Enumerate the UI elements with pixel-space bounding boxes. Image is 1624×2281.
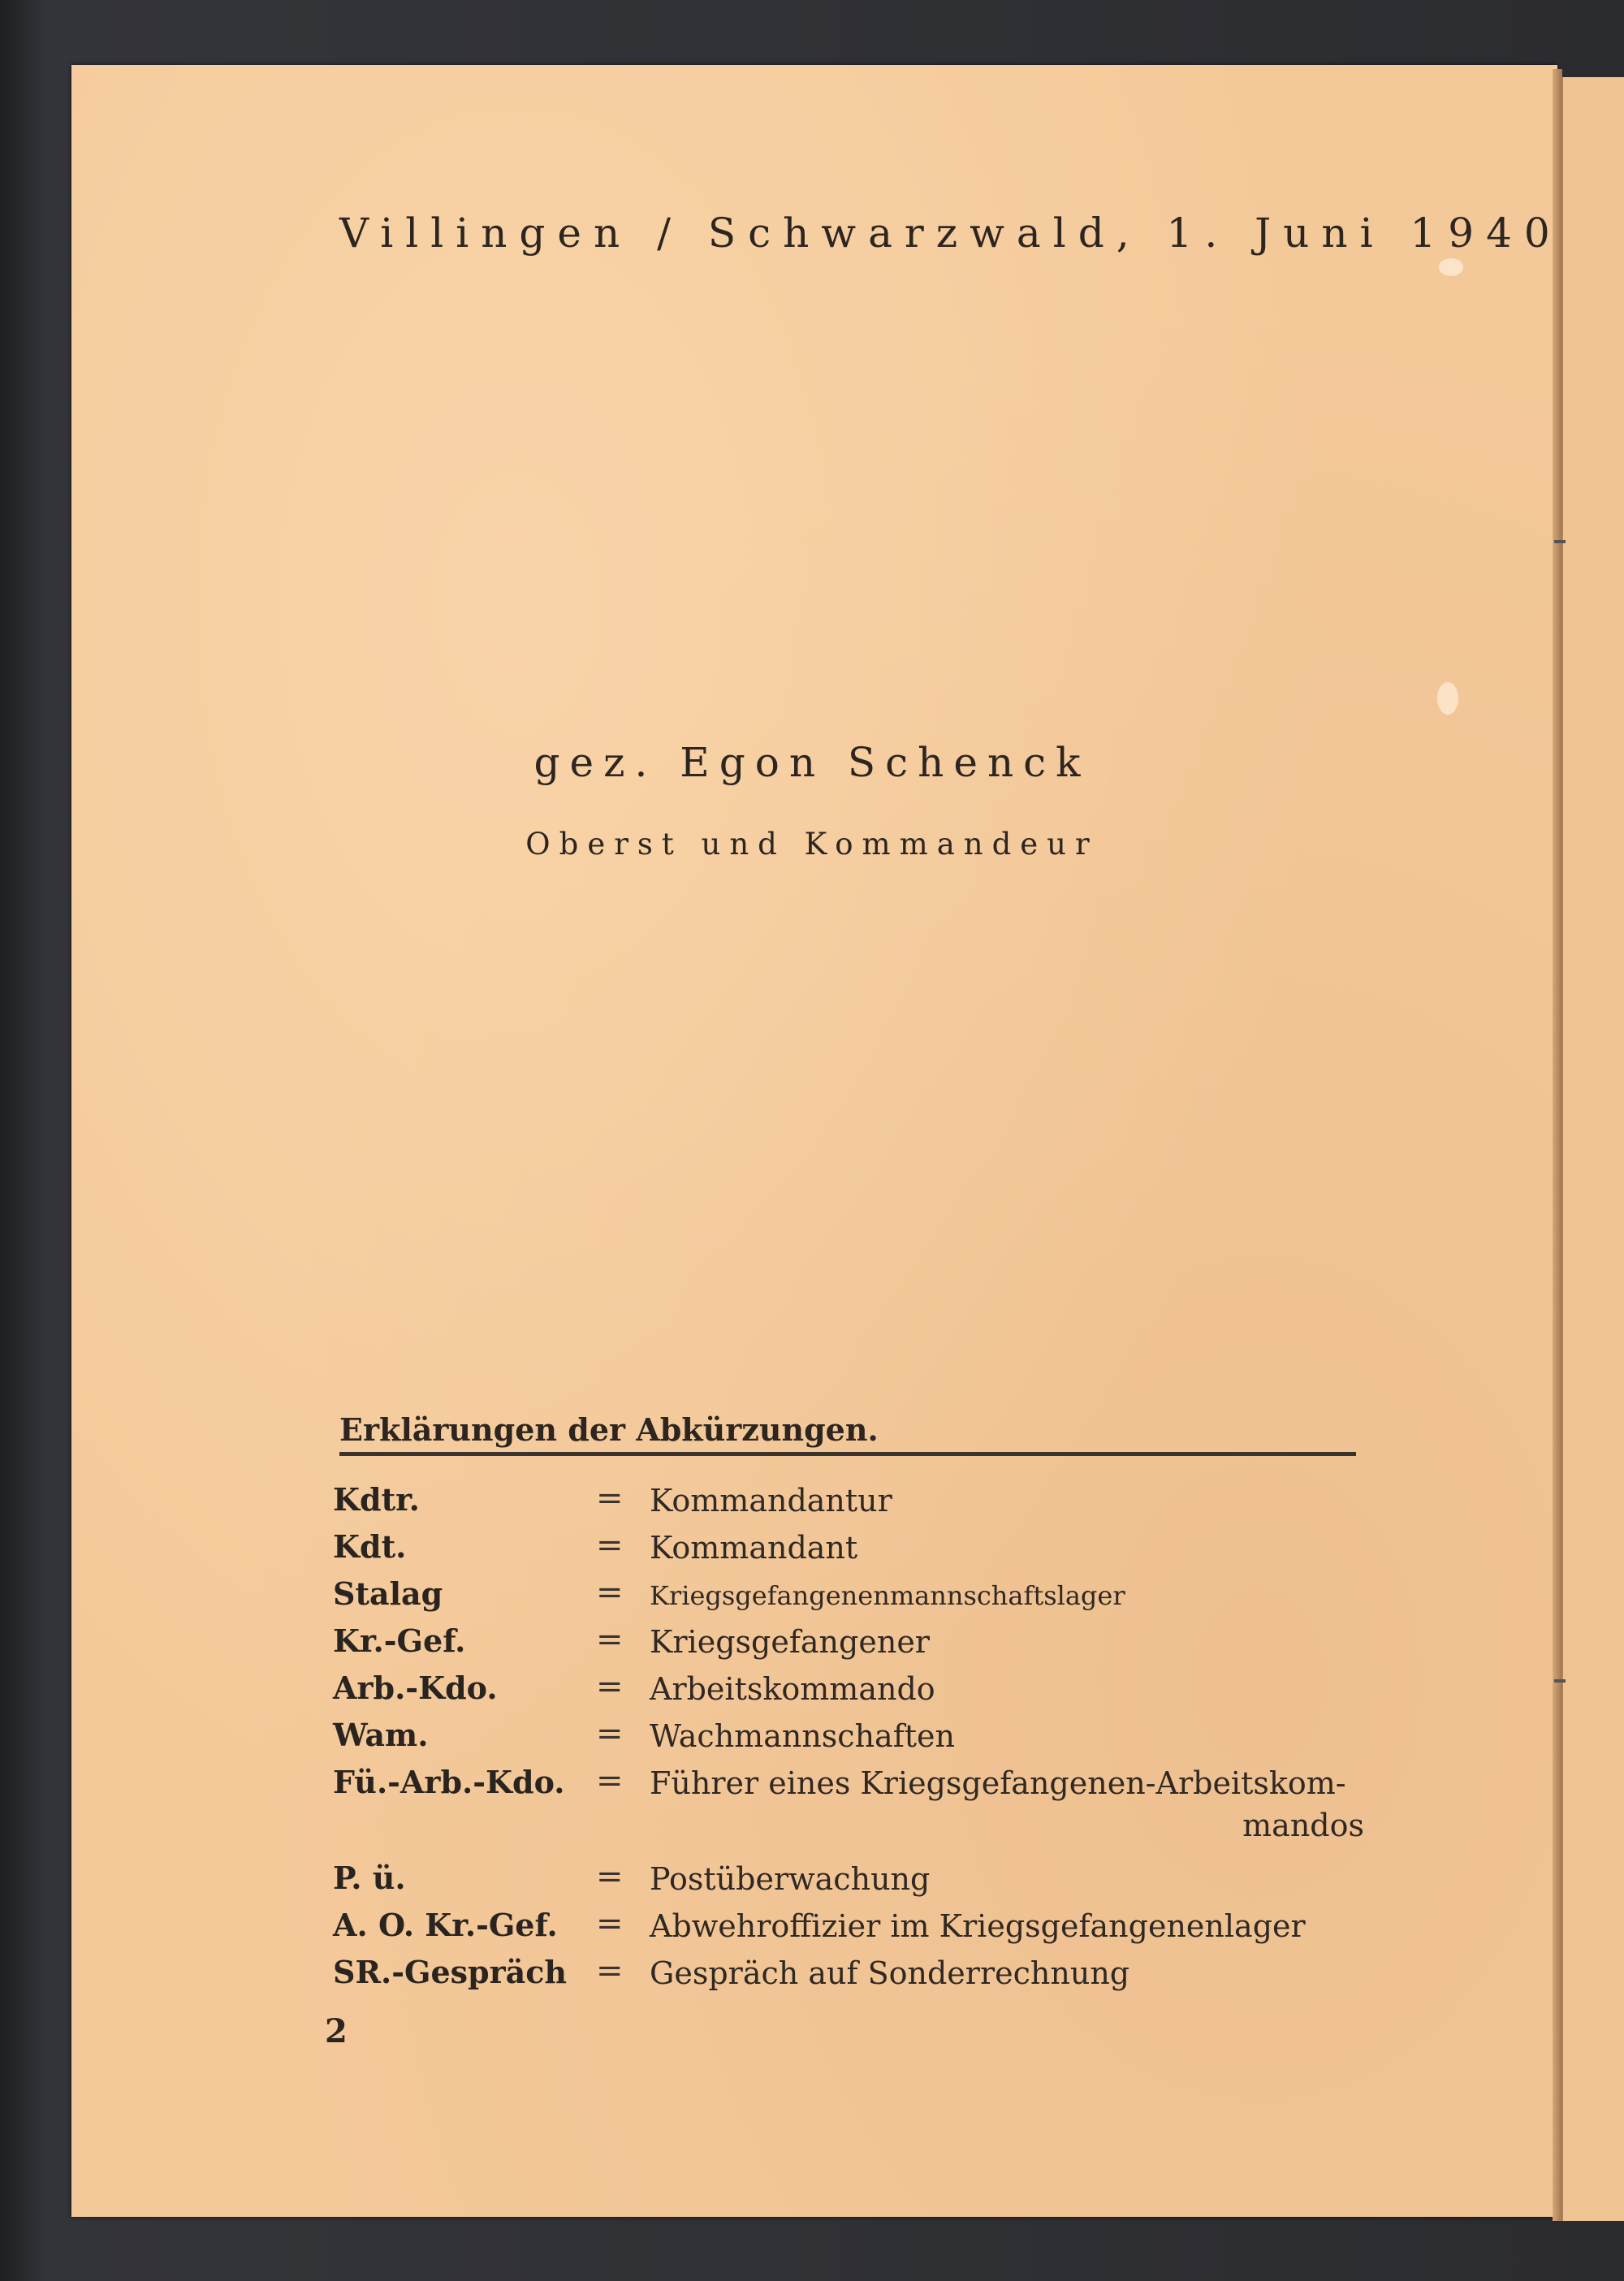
abbreviation-definition: Abwehroffizier im Kriegsgefangenenlager xyxy=(650,1908,1306,1944)
paper-damage-spot xyxy=(1439,258,1463,276)
heading-rule xyxy=(339,1452,1356,1456)
dateline: Villingen / Schwarzwald, 1. Juni 1940 xyxy=(339,210,1562,257)
abbreviation-definition: Kriegsgefangenenmannschaftslager xyxy=(650,1580,1125,1611)
abbreviation-term: Wam. xyxy=(333,1717,429,1753)
abbreviation-term: Arb.-Kdo. xyxy=(333,1670,498,1706)
equals-sign: = xyxy=(596,1480,624,1517)
abbreviation-term: Kdtr. xyxy=(333,1481,420,1518)
abbreviation-row xyxy=(333,1570,1364,1618)
abbreviation-row xyxy=(333,1902,1364,1949)
abbreviation-row xyxy=(333,1855,1364,1902)
abbreviation-row xyxy=(333,1712,1364,1759)
abbreviation-definition: Führer eines Kriegsgefangenen-Arbeitskom- xyxy=(650,1765,1346,1801)
abbreviation-term: P. ü. xyxy=(333,1860,406,1896)
signature-title: Oberst und Kommandeur xyxy=(525,827,1099,862)
abbreviations-list xyxy=(333,1476,1364,1996)
adjacent-page-edge xyxy=(1561,77,1624,2221)
page-number: 2 xyxy=(325,2012,348,2050)
equals-sign: = xyxy=(596,1574,624,1611)
abbreviation-definition: Postüberwachung xyxy=(650,1861,931,1897)
staple-middle xyxy=(1554,1679,1566,1683)
equals-sign: = xyxy=(596,1621,624,1658)
page-gutter xyxy=(1553,69,1562,2221)
abbreviation-definition: Kommandant xyxy=(650,1530,858,1566)
abbreviation-row xyxy=(333,1523,1364,1570)
equals-sign: = xyxy=(596,1952,624,1989)
equals-sign: = xyxy=(596,1715,624,1752)
abbreviation-definition: Arbeitskommando xyxy=(650,1671,935,1707)
abbreviation-definition: Wachmannschaften xyxy=(650,1718,956,1754)
signature: gez. Egon Schenck xyxy=(533,739,1091,786)
abbreviation-row xyxy=(333,1759,1364,1855)
equals-sign: = xyxy=(596,1668,624,1705)
abbreviation-row xyxy=(333,1618,1364,1665)
staple-top xyxy=(1554,540,1566,543)
abbreviation-row xyxy=(333,1476,1364,1523)
equals-sign: = xyxy=(596,1762,624,1799)
paper-damage-spot xyxy=(1437,682,1458,715)
abbreviation-term: A. O. Kr.-Gef. xyxy=(333,1907,558,1943)
abbreviation-row xyxy=(333,1665,1364,1712)
abbreviation-term: Kdt. xyxy=(333,1528,407,1565)
equals-sign: = xyxy=(596,1527,624,1564)
abbreviation-definition-continued: mandos xyxy=(1242,1808,1364,1843)
abbreviation-term: Stalag xyxy=(333,1575,443,1612)
abbreviation-definition: Kriegsgefangener xyxy=(650,1624,930,1660)
abbreviation-definition: Gespräch auf Sonderrechnung xyxy=(650,1955,1130,1991)
abbreviation-term: Fü.-Arb.-Kdo. xyxy=(333,1764,565,1800)
equals-sign: = xyxy=(596,1905,624,1942)
abbreviation-definition: Kommandantur xyxy=(650,1483,892,1519)
abbreviation-term: Kr.-Gef. xyxy=(333,1622,466,1659)
equals-sign: = xyxy=(596,1858,624,1895)
abbreviation-term: SR.-Gespräch xyxy=(333,1954,568,1990)
abbreviation-row xyxy=(333,1949,1364,1996)
abbreviations-heading: Erklärungen der Abkürzungen. xyxy=(339,1411,879,1448)
